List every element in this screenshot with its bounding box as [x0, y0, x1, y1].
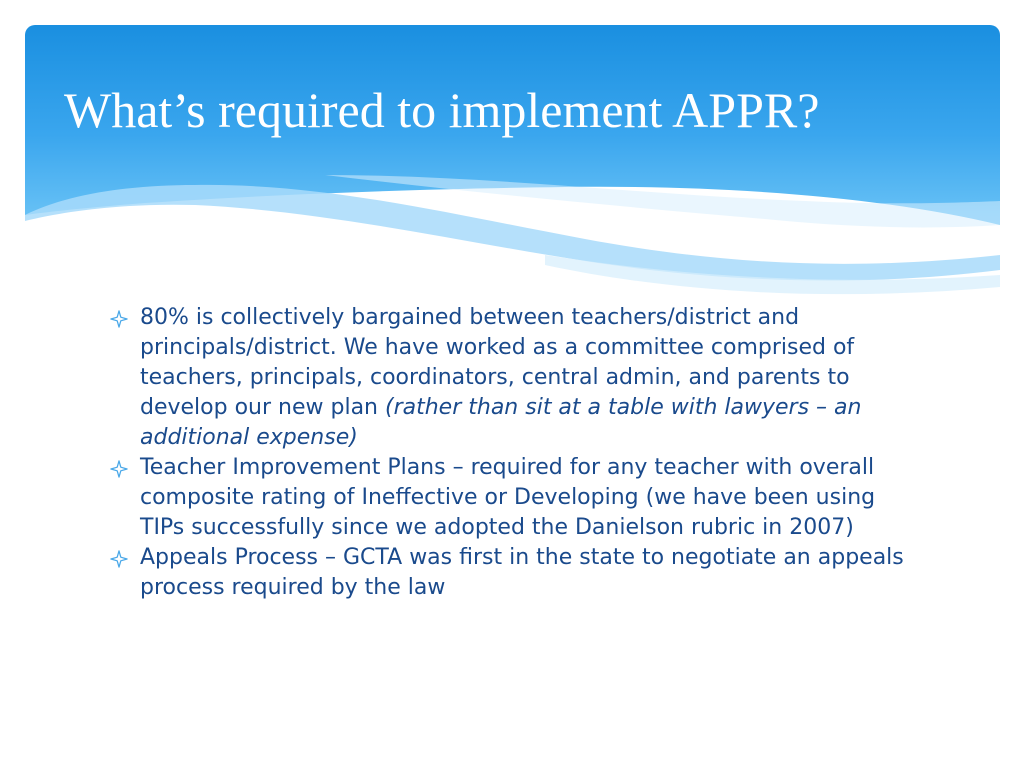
bullet-list — [108, 303, 908, 603]
bullet-item — [108, 453, 908, 543]
four-point-star-outline-icon — [108, 303, 134, 333]
title-banner — [25, 25, 1000, 305]
bullet-italic-note: (rather than sit at a table with lawyers – an additional expense) — [140, 395, 862, 450]
bullet-text: 80% is collectively bargained between teachers/district and principals/district. We have worked as a committee comprised of teachers, principals, coordinators, central admin, and parents to develop our new plan — [140, 305, 855, 420]
bullet-text: Appeals Process – GCTA was first in the state to negotiate an appeals process required by the law — [140, 545, 904, 600]
banner-background — [25, 25, 1000, 305]
bullet-item — [108, 543, 908, 603]
bullet-item — [108, 303, 908, 453]
four-point-star-outline-icon — [108, 543, 134, 573]
bullet-text: Teacher Improvement Plans – required for any teacher with overall composite rating of Ineffective or Developing (we have been using TIPs successfully since we adopted the Danielson rubric in 2007) — [140, 455, 876, 540]
slide-title: What’s required to implement APPR? — [64, 82, 820, 138]
four-point-star-outline-icon — [108, 453, 134, 483]
